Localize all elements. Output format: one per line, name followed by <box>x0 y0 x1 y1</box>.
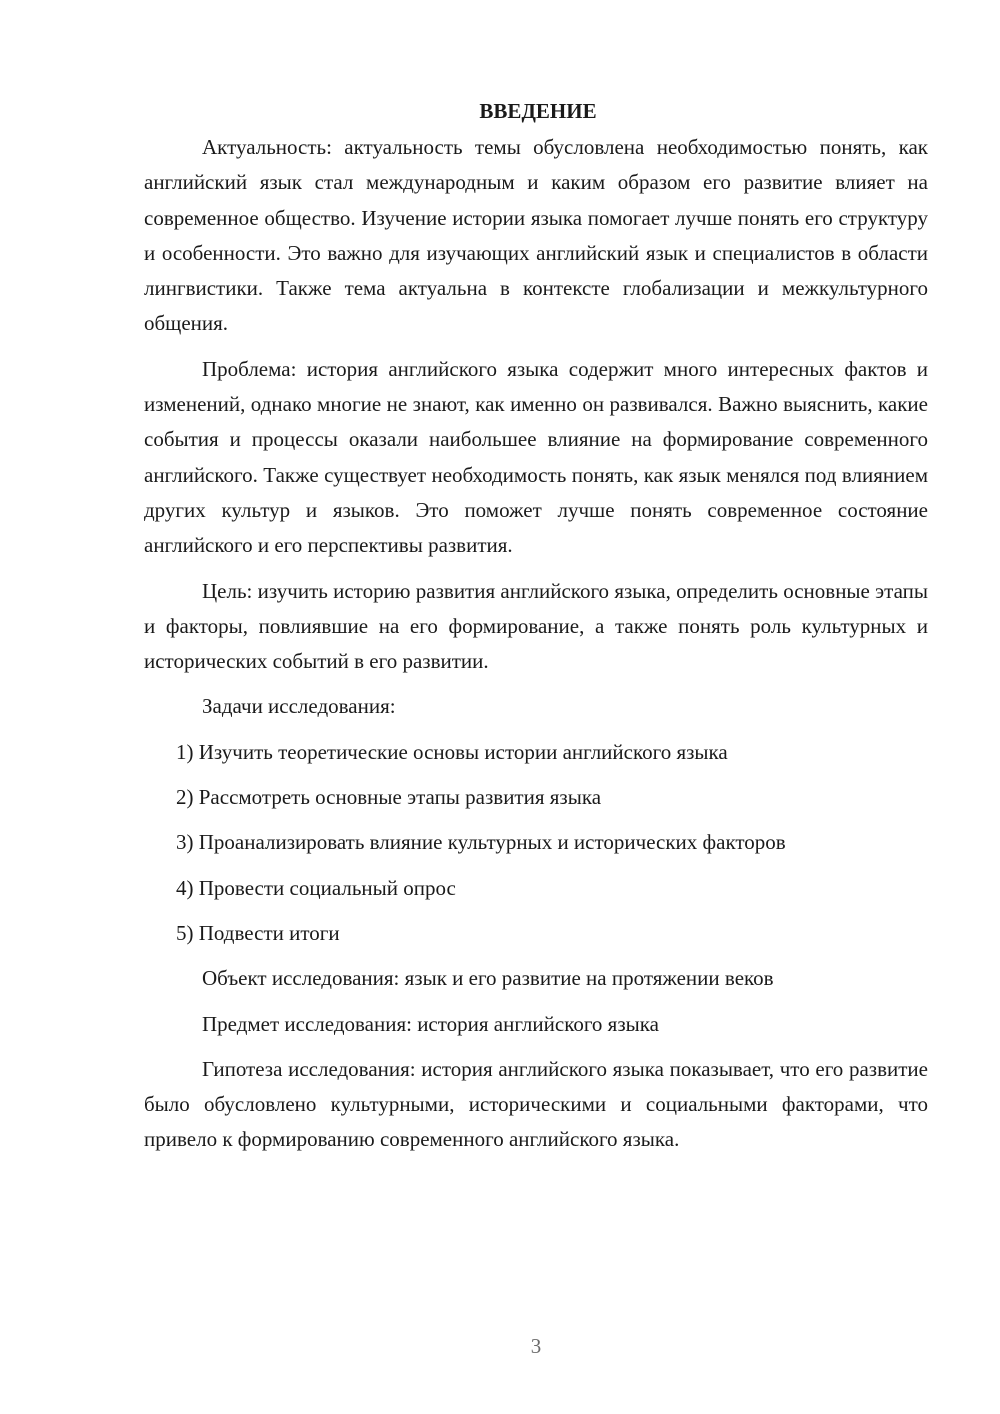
task-item: 3) Проанализировать влияние культурных и исторических факторов <box>176 830 786 855</box>
problem-paragraph: Проблема: история английского языка содержит много интересных фактов и изменений, однако многие не знают, как именно он развивался. Важно выяснить, какие события и процессы оказали наибольшее влияние на формирование современного английского. Также существует необходимость понять, как язык менялся под влиянием других культур и языков. Это поможет лучше понять современное состояние английского и его перспективы развития. <box>144 356 928 558</box>
goal-paragraph: Цель: изучить историю развития английского языка, определить основные этапы и факторы, повлиявшие на его формирование, а также понять роль культурных и исторических событий в его развитии. <box>144 578 928 674</box>
task-item: 4) Провести социальный опрос <box>176 875 456 900</box>
relevance-paragraph: Актуальность: актуальность темы обусловлена необходимостью понять, как английский язык стал международным и каким образом его развитие влияет на современное общество. Изучение истории языка помогает лучше понять его структуру и особенности. Это важно для изучающих английский язык и специалистов в области лингвистики. Также тема актуальна в контексте глобализации и межкультурного общения. <box>144 135 928 336</box>
page-content <box>144 96 928 1168</box>
research-subject: Предмет исследования: история английского языка <box>202 1011 659 1036</box>
page-number: 3 <box>530 1334 542 1358</box>
hypothesis-paragraph: Гипотеза исследования: история английского языка показывает, что его развитие было обусловлено культурными, историческими и социальными факторами, что привело к формированию современного английского языка. <box>144 1056 928 1152</box>
tasks-heading: Задачи исследования: <box>202 694 396 719</box>
task-item: 5) Подвести итоги <box>176 920 340 945</box>
research-object: Объект исследования: язык и его развитие на протяжении веков <box>202 966 774 991</box>
task-item: 2) Рассмотреть основные этапы развития языка <box>176 785 602 810</box>
page-title: ВВЕДЕНИЕ <box>479 99 597 123</box>
task-item: 1) Изучить теоретические основы истории английского языка <box>176 739 728 764</box>
